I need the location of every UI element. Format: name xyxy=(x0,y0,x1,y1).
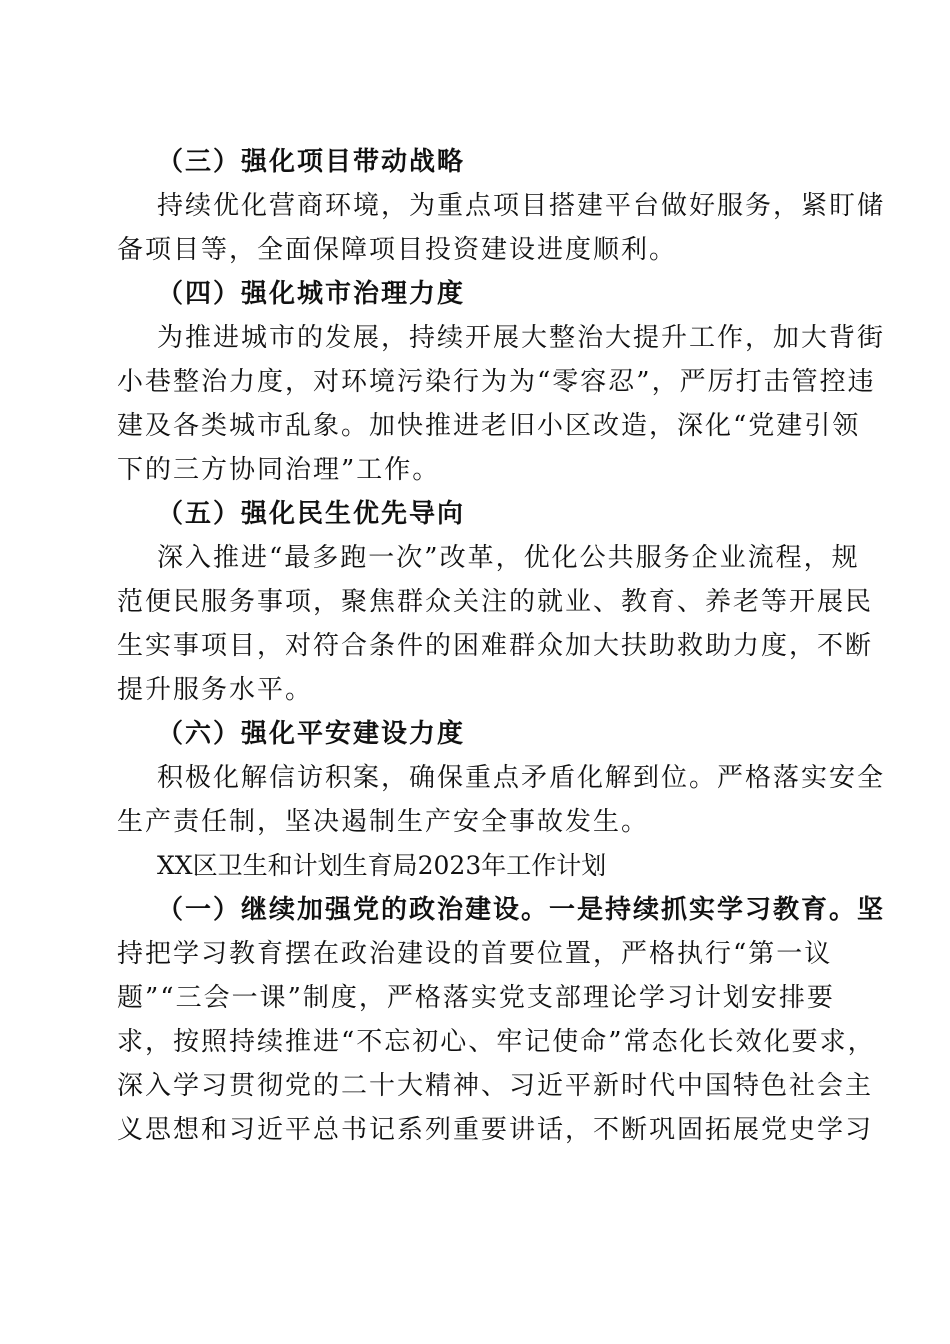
paragraph-line: 持把学习教育摆在政治建设的首要位置，严格执行“第一议 xyxy=(117,939,833,969)
paragraph-line: 为推进城市的发展，持续开展大整治大提升工作，加大背街 xyxy=(157,323,886,353)
section-heading-6: （六）强化平安建设力度 xyxy=(157,719,466,749)
paragraph-line: 求，按照持续推进“不忘初心、牢记使命”常态化长效化要求， xyxy=(117,1027,876,1057)
paragraph-line: 下的三方协同治理”工作。 xyxy=(117,455,441,485)
paragraph-line: 范便民服务事项，聚焦群众关注的就业、教育、养老等开展民 xyxy=(117,587,874,617)
section-heading-1: （一）继续加强党的政治建设。一是持续抓实学习教育。坚 xyxy=(157,895,886,925)
section-heading-5: （五）强化民生优先导向 xyxy=(157,499,466,529)
paragraph-line: 深入推进“最多跑一次”改革，优化公共服务企业流程，规 xyxy=(157,543,860,573)
paragraph-line: 义思想和习近平总书记系列重要讲话，不断巩固拓展党史学习 xyxy=(117,1115,874,1145)
document-body xyxy=(117,140,886,1152)
paragraph-line: 生实事项目，对符合条件的困难群众加大扶助救助力度，不断 xyxy=(117,631,874,661)
section-heading-4: （四）强化城市治理力度 xyxy=(157,279,466,309)
paragraph-line: 建及各类城市乱象。加快推进老旧小区改造，深化“党建引领 xyxy=(117,411,861,441)
paragraph-line: 积极化解信访积案，确保重点矛盾化解到位。严格落实安全 xyxy=(157,763,886,793)
paragraph-line: 持续优化营商环境，为重点项目搭建平台做好服务，紧盯储 xyxy=(157,191,886,221)
paragraph-line: 备项目等，全面保障项目投资建设进度顺利。 xyxy=(117,235,678,265)
paragraph-line: 深入学习贯彻党的二十大精神、习近平新时代中国特色社会主 xyxy=(117,1071,874,1101)
paragraph-line: 小巷整治力度，对环境污染行为为“零容忍”，严厉打击管控违 xyxy=(117,367,876,397)
plan-title: XX区卫生和计划生育局2023年工作计划 xyxy=(157,851,607,880)
paragraph-line: 生产责任制，坚决遏制生产安全事故发生。 xyxy=(117,807,650,837)
paragraph-line: 题”“三会一课”制度，严格落实党支部理论学习计划安排要 xyxy=(117,983,835,1013)
section-heading-3: （三）强化项目带动战略 xyxy=(157,147,466,177)
paragraph-line: 提升服务水平。 xyxy=(117,675,314,705)
